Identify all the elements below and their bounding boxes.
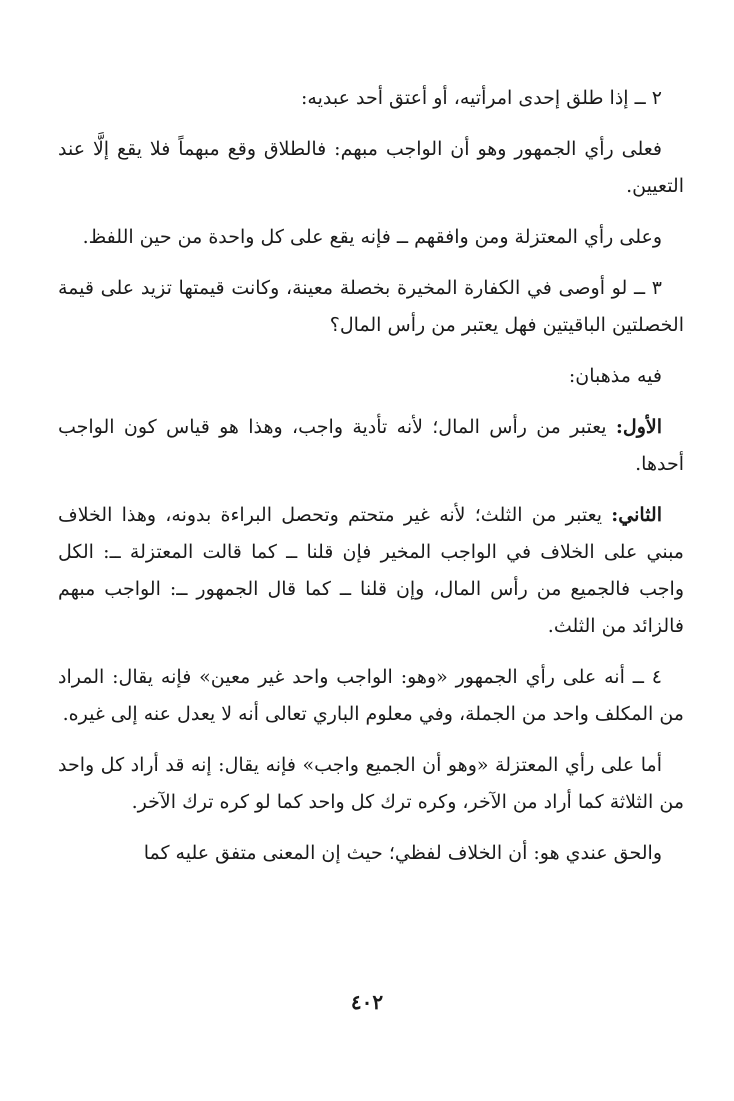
paragraph-mutazila-view xyxy=(58,219,684,256)
paragraph-point-4 xyxy=(58,659,684,733)
paragraph-first-view xyxy=(58,409,684,483)
paragraph-lead: الثاني: xyxy=(611,504,662,526)
paragraph-author-view xyxy=(58,835,684,872)
page-number: ٤٠٢ xyxy=(350,990,384,1014)
paragraph-text: ٤ ــ أنه على رأي الجمهور «وهو: الواجب واحد غير معين» فإنه يقال: المراد من المكلف واحد من الجملة، وفي معلوم الباري تعالى أنه لا يعدل عنه إلى غيره. xyxy=(58,666,684,725)
paragraph-text: والحق عندي هو: أن الخلاف لفظي؛ حيث إن المعنى متفق عليه كما xyxy=(143,842,662,864)
paragraph-second-view xyxy=(58,497,684,645)
paragraph-text: وعلى رأي المعتزلة ومن وافقهم ــ فإنه يقع على كل واحدة من حين اللفظ. xyxy=(82,226,662,248)
page-body xyxy=(58,80,684,886)
paragraph-point-3 xyxy=(58,270,684,344)
paragraph-text: ٢ ــ إذا طلق إحدى امرأتيه، أو أعتق أحد عبديه: xyxy=(301,87,662,109)
paragraph-text: يعتبر من الثلث؛ لأنه غير متحتم وتحصل البراءة بدونه، وهذا الخلاف مبني على الخلاف في الواجب المخير فإن قلنا ــ كما قالت المعتزلة ــ: الكل واجب فالجميع من رأس المال، وإن قلنا ــ كما قال الجمهور ــ: الواجب مبهم فالزائد من الثلث. xyxy=(58,504,684,637)
paragraph-two-views xyxy=(58,358,684,395)
paragraph-majority-view xyxy=(58,131,684,205)
paragraph-text: يعتبر من رأس المال؛ لأنه تأدية واجب، وهذا هو قياس كون الواجب أحدها. xyxy=(58,416,684,475)
paragraph-text: أما على رأي المعتزلة «وهو أن الجميع واجب» فإنه يقال: إنه قد أراد كل واحد من الثلاثة كما أراد من الآخر، وكره ترك كل واحد كما لو كره ترك الآخر. xyxy=(58,754,684,813)
paragraph-lead: الأول: xyxy=(615,416,662,438)
paragraph-text: فعلى رأي الجمهور وهو أن الواجب مبهم: فالطلاق وقع مبهماً فلا يقع إلَّا عند التعيين. xyxy=(58,138,684,197)
paragraph-point-2 xyxy=(58,80,684,117)
paragraph-mutazila-will xyxy=(58,747,684,821)
paragraph-text: فيه مذهبان: xyxy=(568,365,662,387)
paragraph-text: ٣ ــ لو أوصى في الكفارة المخيرة بخصلة معينة، وكانت قيمتها تزيد على قيمة الخصلتين الباقيتين فهل يعتبر من رأس المال؟ xyxy=(58,277,684,336)
